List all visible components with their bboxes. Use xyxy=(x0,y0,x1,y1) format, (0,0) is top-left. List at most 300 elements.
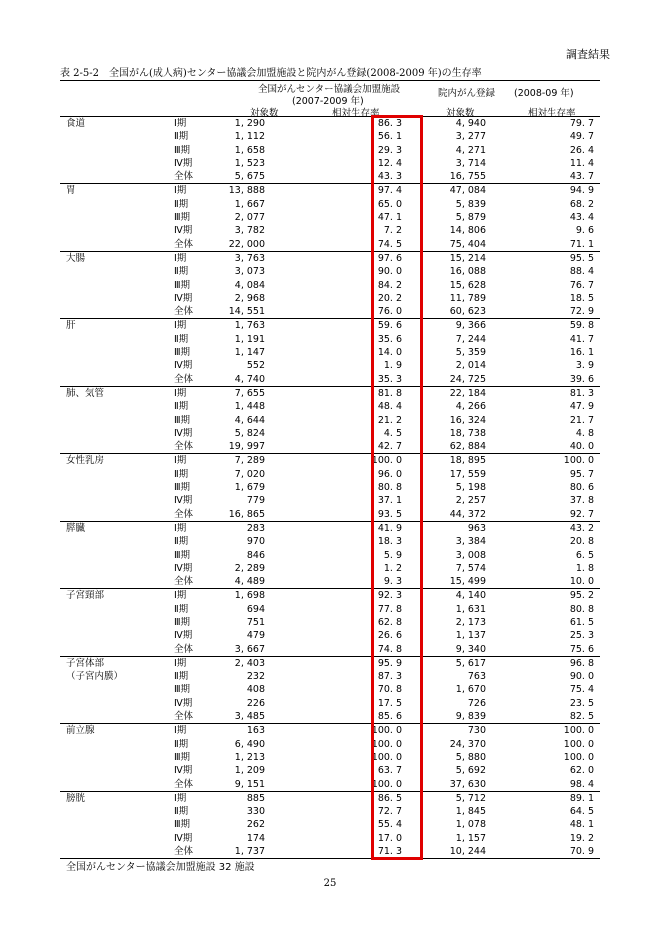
innai-count: 4, 140 xyxy=(455,590,486,602)
innai-rate: 16. 1 xyxy=(569,347,594,359)
innai-count: 5, 359 xyxy=(455,347,486,359)
zenkyo-count: 1, 209 xyxy=(234,765,265,777)
table-row xyxy=(60,575,600,588)
innai-count: 9, 366 xyxy=(455,320,486,332)
site-subname: （子宮内膜） xyxy=(66,671,124,683)
site-group xyxy=(60,117,600,184)
innai-rate: 20. 8 xyxy=(569,536,594,548)
innai-count: 22, 184 xyxy=(449,387,486,399)
stage-label: 全体 xyxy=(174,441,194,453)
zenkyo-count: 2, 968 xyxy=(234,292,265,304)
stage-label: Ⅲ期 xyxy=(174,549,191,561)
zenkyo-rate: 41. 9 xyxy=(377,522,402,534)
zenkyo-count: 14, 551 xyxy=(228,306,265,318)
stage-label: Ⅰ期 xyxy=(174,725,187,737)
innai-rate: 80. 8 xyxy=(569,603,594,615)
zenkyo-rate: 100. 0 xyxy=(371,778,402,790)
stage-label: Ⅳ期 xyxy=(174,765,193,777)
zenkyo-count: 2, 077 xyxy=(234,212,265,224)
zenkyo-count: 262 xyxy=(246,819,265,831)
table-row xyxy=(60,764,600,777)
innai-rate: 40. 0 xyxy=(569,441,594,453)
table-row xyxy=(60,792,600,805)
innai-count: 5, 879 xyxy=(455,212,486,224)
zenkyo-count: 283 xyxy=(246,522,265,534)
stage-label: Ⅲ期 xyxy=(174,482,191,494)
stage-label: 全体 xyxy=(174,643,194,655)
zenkyo-rate: 5. 9 xyxy=(383,549,402,561)
zenkyo-count: 779 xyxy=(246,495,265,507)
zenkyo-rate: 71. 3 xyxy=(377,846,402,858)
zenkyo-rate: 97. 6 xyxy=(377,252,402,264)
table-row xyxy=(60,657,600,670)
stage-label: Ⅰ期 xyxy=(174,455,187,467)
innai-count: 726 xyxy=(467,697,486,709)
stage-label: Ⅲ期 xyxy=(174,616,191,628)
zenkyo-count: 479 xyxy=(246,630,265,642)
stage-label: 全体 xyxy=(174,711,194,723)
innai-count: 763 xyxy=(467,671,486,683)
zenkyo-count: 5, 675 xyxy=(234,171,265,183)
stage-label: Ⅱ期 xyxy=(174,671,189,683)
table-row xyxy=(60,252,600,265)
innai-rate: 1. 8 xyxy=(575,562,594,574)
stage-label: 全体 xyxy=(174,576,194,588)
zenkyo-rate: 72. 7 xyxy=(377,806,402,818)
innai-count: 47, 084 xyxy=(449,185,486,197)
site-name: 子宮体部 xyxy=(66,657,105,669)
innai-count: 60, 623 xyxy=(449,306,486,318)
innai-count: 5, 198 xyxy=(455,482,486,494)
innai-rate: 76. 7 xyxy=(569,279,594,291)
stage-label: Ⅱ期 xyxy=(174,131,189,143)
innai-count: 15, 214 xyxy=(449,252,486,264)
stage-label: 全体 xyxy=(174,238,194,250)
zenkyo-rate: 95. 9 xyxy=(377,657,402,669)
col-header-rate-innai: 相対生存率 xyxy=(528,108,576,119)
zenkyo-count: 19, 997 xyxy=(228,441,265,453)
stage-label: 全体 xyxy=(174,846,194,858)
innai-count: 963 xyxy=(467,522,486,534)
stage-label: Ⅱ期 xyxy=(174,536,189,548)
innai-rate: 41. 7 xyxy=(569,333,594,345)
stage-label: Ⅰ期 xyxy=(174,387,187,399)
zenkyo-rate: 63. 7 xyxy=(377,765,402,777)
zenkyo-count: 846 xyxy=(246,549,265,561)
innai-rate: 11. 4 xyxy=(569,157,594,169)
zenkyo-count: 1, 698 xyxy=(234,590,265,602)
innai-rate: 43. 2 xyxy=(569,522,594,534)
table-caption: 表 2-5-2 全国がん(成人病)センター協議会加盟施設と院内がん登録(2008-2009 年)の生存率 xyxy=(60,68,482,79)
table-row xyxy=(60,292,600,305)
innai-header-years: (2008-09 年) xyxy=(514,88,574,99)
stage-label: Ⅱ期 xyxy=(174,401,189,413)
table-row xyxy=(60,305,600,318)
innai-count: 1, 137 xyxy=(455,630,486,642)
zenkyo-count: 163 xyxy=(246,725,265,737)
zenkyo-rate: 65. 0 xyxy=(377,198,402,210)
stage-label: Ⅲ期 xyxy=(174,347,191,359)
stage-label: Ⅳ期 xyxy=(174,157,193,169)
zenkyo-count: 3, 073 xyxy=(234,266,265,278)
innai-rate: 68. 2 xyxy=(569,198,594,210)
col-header-rate: 相対生存率 xyxy=(332,108,380,119)
site-name: 肝 xyxy=(66,320,76,332)
zenkyo-rate: 29. 3 xyxy=(377,144,402,156)
innai-rate: 43. 4 xyxy=(569,212,594,224)
zenkyo-rate: 17. 0 xyxy=(377,832,402,844)
zenkyo-count: 9, 151 xyxy=(234,778,265,790)
innai-rate: 71. 1 xyxy=(569,238,594,250)
zenkyo-count: 1, 290 xyxy=(234,118,265,129)
innai-rate: 95. 7 xyxy=(569,468,594,480)
stage-label: Ⅲ期 xyxy=(174,684,191,696)
stage-label: Ⅱ期 xyxy=(174,806,189,818)
site-name: 子宮頸部 xyxy=(66,590,105,602)
table-row xyxy=(60,603,600,616)
table-row xyxy=(60,751,600,764)
innai-count: 18, 738 xyxy=(449,427,486,439)
innai-rate: 64. 5 xyxy=(569,806,594,818)
zenkyo-count: 1, 763 xyxy=(234,320,265,332)
innai-rate: 47. 9 xyxy=(569,401,594,413)
table-row xyxy=(60,805,600,818)
innai-count: 4, 271 xyxy=(455,144,486,156)
zenkyo-count: 7, 655 xyxy=(234,387,265,399)
zenkyo-rate: 62. 8 xyxy=(377,616,402,628)
innai-rate: 100. 0 xyxy=(563,455,594,467)
stage-label: Ⅳ期 xyxy=(174,495,193,507)
innai-rate: 96. 8 xyxy=(569,657,594,669)
innai-rate: 39. 6 xyxy=(569,373,594,385)
site-name: 大腸 xyxy=(66,252,86,264)
innai-rate: 43. 7 xyxy=(569,171,594,183)
stage-label: Ⅳ期 xyxy=(174,832,193,844)
table-row xyxy=(60,238,600,251)
zenkyo-count: 3, 782 xyxy=(234,225,265,237)
zenkyo-rate: 100. 0 xyxy=(371,725,402,737)
zenkyo-rate: 93. 5 xyxy=(377,508,402,520)
table-row xyxy=(60,683,600,696)
table-row xyxy=(60,710,600,723)
zenkyo-count: 970 xyxy=(246,536,265,548)
table-row xyxy=(60,522,600,535)
table-row xyxy=(60,589,600,602)
zenkyo-count: 408 xyxy=(246,684,265,696)
innai-count: 7, 244 xyxy=(455,333,486,345)
zenkyo-count: 3, 667 xyxy=(234,643,265,655)
innai-rate: 26. 4 xyxy=(569,144,594,156)
zenkyo-count: 330 xyxy=(246,806,265,818)
col-header-count-innai: 対象数 xyxy=(446,108,475,119)
site-group xyxy=(60,387,600,454)
footnote: 全国がんセンター協議会加盟施設 32 施設 xyxy=(66,862,255,873)
table-row xyxy=(60,535,600,548)
stage-label: Ⅲ期 xyxy=(174,414,191,426)
innai-rate: 70. 9 xyxy=(569,846,594,858)
zenkyo-rate: 100. 0 xyxy=(371,738,402,750)
innai-rate: 90. 0 xyxy=(569,671,594,683)
survival-table-body xyxy=(60,117,600,859)
zenkyo-count: 3, 763 xyxy=(234,252,265,264)
zenkyo-count: 1, 679 xyxy=(234,482,265,494)
stage-label: Ⅲ期 xyxy=(174,819,191,831)
zenkyo-rate: 76. 0 xyxy=(377,306,402,318)
zenkyo-rate: 74. 8 xyxy=(377,643,402,655)
table-row xyxy=(60,629,600,642)
table-row xyxy=(60,224,600,237)
table-row xyxy=(60,184,600,197)
zenkyo-count: 4, 084 xyxy=(234,279,265,291)
table-row xyxy=(60,279,600,292)
innai-rate: 48. 1 xyxy=(569,819,594,831)
zenkyo-count: 174 xyxy=(246,832,265,844)
table-row xyxy=(60,724,600,737)
innai-count: 62, 884 xyxy=(449,441,486,453)
zenkyo-rate: 18. 3 xyxy=(377,536,402,548)
table-row xyxy=(60,697,600,710)
site-group xyxy=(60,657,600,724)
zenkyo-rate: 1. 9 xyxy=(383,360,402,372)
zenkyo-rate: 17. 5 xyxy=(377,697,402,709)
stage-label: Ⅰ期 xyxy=(174,320,187,332)
zenkyo-count: 1, 737 xyxy=(234,846,265,858)
site-name: 肺、気管 xyxy=(66,387,105,399)
innai-rate: 9. 6 xyxy=(575,225,594,237)
table-row xyxy=(60,454,600,467)
zenkyo-rate: 9. 3 xyxy=(383,576,402,588)
zenkyo-rate: 74. 5 xyxy=(377,238,402,250)
innai-rate: 75. 4 xyxy=(569,684,594,696)
innai-rate: 75. 6 xyxy=(569,643,594,655)
innai-count: 75, 404 xyxy=(449,238,486,250)
table-row xyxy=(60,387,600,400)
table-row xyxy=(60,373,600,386)
zenkyo-rate: 47. 1 xyxy=(377,212,402,224)
zenkyo-rate: 86. 3 xyxy=(377,118,402,129)
zenkyo-count: 4, 740 xyxy=(234,373,265,385)
stage-label: Ⅰ期 xyxy=(174,185,187,197)
innai-rate: 81. 3 xyxy=(569,387,594,399)
innai-count: 7, 574 xyxy=(455,562,486,574)
zenkyo-rate: 90. 0 xyxy=(377,266,402,278)
site-name: 胃 xyxy=(66,185,76,197)
zenkyo-rate: 14. 0 xyxy=(377,347,402,359)
innai-count: 5, 880 xyxy=(455,751,486,763)
table-row xyxy=(60,440,600,453)
innai-rate: 62. 0 xyxy=(569,765,594,777)
stage-label: Ⅱ期 xyxy=(174,738,189,750)
zenkyo-count: 1, 667 xyxy=(234,198,265,210)
zenkyo-rate: 92. 3 xyxy=(377,590,402,602)
zenkyo-rate: 35. 3 xyxy=(377,373,402,385)
table-row xyxy=(60,818,600,831)
innai-count: 730 xyxy=(467,725,486,737)
stage-label: Ⅳ期 xyxy=(174,225,193,237)
zenkyo-rate: 96. 0 xyxy=(377,468,402,480)
innai-count: 1, 157 xyxy=(455,832,486,844)
table-row xyxy=(60,144,600,157)
innai-count: 15, 499 xyxy=(449,576,486,588)
zenkyo-count: 885 xyxy=(246,792,265,804)
stage-label: Ⅱ期 xyxy=(174,198,189,210)
zenkyo-count: 1, 213 xyxy=(234,751,265,763)
zenkyo-rate: 48. 4 xyxy=(377,401,402,413)
stage-label: Ⅲ期 xyxy=(174,279,191,291)
stage-label: Ⅳ期 xyxy=(174,630,193,642)
zenkyo-count: 1, 523 xyxy=(234,157,265,169)
table-row xyxy=(60,468,600,481)
site-group xyxy=(60,792,600,859)
innai-count: 37, 630 xyxy=(449,778,486,790)
table-row xyxy=(60,359,600,372)
site-group xyxy=(60,184,600,251)
site-group xyxy=(60,589,600,656)
zenkyo-header-title: 全国がんセンター協議会加盟施設 xyxy=(258,84,401,95)
stage-label: 全体 xyxy=(174,778,194,790)
highlight-box xyxy=(371,115,423,860)
stage-label: 全体 xyxy=(174,171,194,183)
innai-count: 16, 324 xyxy=(449,414,486,426)
table-row xyxy=(60,670,600,683)
innai-rate: 25. 3 xyxy=(569,630,594,642)
innai-count: 24, 725 xyxy=(449,373,486,385)
zenkyo-rate: 21. 2 xyxy=(377,414,402,426)
innai-count: 9, 839 xyxy=(455,711,486,723)
stage-label: Ⅳ期 xyxy=(174,562,193,574)
zenkyo-rate: 59. 6 xyxy=(377,320,402,332)
stage-label: Ⅰ期 xyxy=(174,657,187,669)
stage-label: Ⅱ期 xyxy=(174,266,189,278)
zenkyo-count: 22, 000 xyxy=(228,238,265,250)
table-row xyxy=(60,427,600,440)
innai-count: 3, 008 xyxy=(455,549,486,561)
innai-count: 3, 714 xyxy=(455,157,486,169)
zenkyo-rate: 55. 4 xyxy=(377,819,402,831)
innai-count: 17, 559 xyxy=(449,468,486,480)
table-row xyxy=(60,508,600,521)
table-row xyxy=(60,157,600,170)
innai-rate: 37. 8 xyxy=(569,495,594,507)
zenkyo-count: 6, 490 xyxy=(234,738,265,750)
stage-label: Ⅲ期 xyxy=(174,144,191,156)
zenkyo-count: 1, 112 xyxy=(234,131,265,143)
innai-rate: 100. 0 xyxy=(563,738,594,750)
zenkyo-rate: 70. 8 xyxy=(377,684,402,696)
table-row xyxy=(60,333,600,346)
table-row xyxy=(60,414,600,427)
innai-count: 9, 340 xyxy=(455,643,486,655)
innai-rate: 88. 4 xyxy=(569,266,594,278)
table-row xyxy=(60,319,600,332)
zenkyo-rate: 100. 0 xyxy=(371,751,402,763)
table-row xyxy=(60,494,600,507)
site-name: 膵臓 xyxy=(66,522,86,534)
innai-count: 24, 370 xyxy=(449,738,486,750)
innai-count: 4, 266 xyxy=(455,401,486,413)
stage-label: Ⅰ期 xyxy=(174,792,187,804)
zenkyo-rate: 12. 4 xyxy=(377,157,402,169)
zenkyo-count: 1, 191 xyxy=(234,333,265,345)
stage-label: Ⅱ期 xyxy=(174,603,189,615)
zenkyo-count: 552 xyxy=(246,360,265,372)
innai-count: 3, 384 xyxy=(455,536,486,548)
zenkyo-count: 3, 485 xyxy=(234,711,265,723)
innai-rate: 18. 5 xyxy=(569,292,594,304)
stage-label: 全体 xyxy=(174,508,194,520)
innai-count: 2, 173 xyxy=(455,616,486,628)
innai-count: 16, 088 xyxy=(449,266,486,278)
innai-count: 1, 845 xyxy=(455,806,486,818)
innai-count: 5, 839 xyxy=(455,198,486,210)
zenkyo-rate: 77. 8 xyxy=(377,603,402,615)
innai-rate: 92. 7 xyxy=(569,508,594,520)
zenkyo-rate: 20. 2 xyxy=(377,292,402,304)
innai-count: 1, 078 xyxy=(455,819,486,831)
site-group xyxy=(60,252,600,319)
table-row xyxy=(60,643,600,656)
stage-label: Ⅳ期 xyxy=(174,427,193,439)
innai-rate: 23. 5 xyxy=(569,697,594,709)
col-header-count: 対象数 xyxy=(250,108,279,119)
innai-count: 5, 617 xyxy=(455,657,486,669)
stage-label: Ⅰ期 xyxy=(174,590,187,602)
report-label: 調査結果 xyxy=(566,48,610,61)
zenkyo-count: 694 xyxy=(246,603,265,615)
zenkyo-count: 5, 824 xyxy=(234,427,265,439)
innai-rate: 95. 2 xyxy=(569,590,594,602)
stage-label: Ⅰ期 xyxy=(174,118,187,129)
table-row xyxy=(60,265,600,278)
site-group xyxy=(60,454,600,521)
innai-count: 2, 014 xyxy=(455,360,486,372)
table-row xyxy=(60,778,600,791)
innai-rate: 19. 2 xyxy=(569,832,594,844)
zenkyo-rate: 42. 7 xyxy=(377,441,402,453)
stage-label: Ⅳ期 xyxy=(174,697,193,709)
zenkyo-rate: 85. 6 xyxy=(377,711,402,723)
innai-count: 1, 670 xyxy=(455,684,486,696)
innai-count: 15, 628 xyxy=(449,279,486,291)
table-row xyxy=(60,549,600,562)
innai-rate: 95. 5 xyxy=(569,252,594,264)
innai-rate: 72. 9 xyxy=(569,306,594,318)
site-name: 女性乳房 xyxy=(66,455,105,467)
table-row xyxy=(60,845,600,858)
table-row xyxy=(60,211,600,224)
stage-label: 全体 xyxy=(174,306,194,318)
table-row xyxy=(60,481,600,494)
zenkyo-rate: 35. 6 xyxy=(377,333,402,345)
stage-label: Ⅲ期 xyxy=(174,751,191,763)
innai-rate: 6. 5 xyxy=(575,549,594,561)
zenkyo-rate: 43. 3 xyxy=(377,171,402,183)
innai-rate: 89. 1 xyxy=(569,792,594,804)
zenkyo-rate: 1. 2 xyxy=(383,562,402,574)
innai-count: 10, 244 xyxy=(449,846,486,858)
innai-count: 44, 372 xyxy=(449,508,486,520)
innai-rate: 3. 9 xyxy=(575,360,594,372)
zenkyo-header-years: (2007-2009 年) xyxy=(292,96,364,107)
innai-rate: 94. 9 xyxy=(569,185,594,197)
innai-rate: 59. 8 xyxy=(569,320,594,332)
zenkyo-rate: 80. 8 xyxy=(377,482,402,494)
table-row xyxy=(60,738,600,751)
zenkyo-count: 13, 888 xyxy=(228,185,265,197)
zenkyo-rate: 37. 1 xyxy=(377,495,402,507)
zenkyo-count: 1, 448 xyxy=(234,401,265,413)
innai-rate: 21. 7 xyxy=(569,414,594,426)
